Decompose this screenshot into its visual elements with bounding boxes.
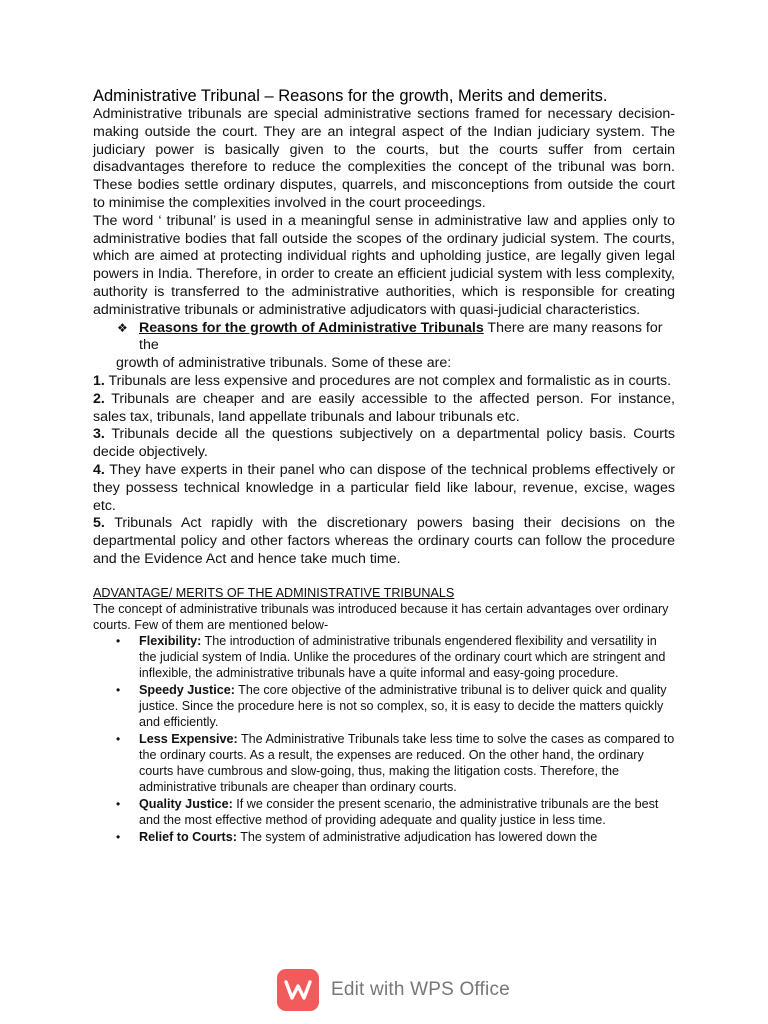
merit-item (93, 633, 675, 681)
merit-item (93, 829, 675, 845)
merit-term: Speedy Justice: (139, 682, 235, 697)
advantages-section (93, 585, 675, 845)
reason-number: 2. (93, 390, 105, 407)
bullet-icon: • (116, 829, 121, 844)
merit-text: The system of administrative adjudication has lowered down the (236, 829, 598, 844)
merit-text: The core objective of the administrative tribunal is to deliver quick and quality justice. Since the procedure here is not so complex, so, it is easy to decide the matters quickly and efficiently. (139, 682, 667, 729)
reason-number: 4. (93, 461, 105, 478)
merit-text: The Administrative Tribunals take less time to solve the cases as compared to the ordinary courts. As a result, the expenses are reduced. On the other hand, the ordinary courts have cumbrous and slow-going, thus, making the litigation costs. Therefore, the administrative tribunals are cheaper than ordinary courts. (139, 731, 675, 794)
intro-paragraph-2: The word ‘ tribunal’ is used in a meaningful sense in administrative law and applies only to administrative bodies that fall outside the scopes of the ordinary judicial system. The courts, which are aimed at protecting individual rights and upholding justice, are legally given legal powers in India. Therefore, in order to create an efficient judicial system with less complexity, authority is transferred to the administrative authorities, which is responsible for creating administrative tribunals or administrative adjudicators with quasi-judicial characteristics. (93, 212, 675, 318)
intro-paragraph-1: Administrative tribunals are special administrative sections framed for necessary decision-making outside the court. They are an integral aspect of the Indian judiciary system. The judiciary power is basically given to the courts, but the courts suffer from certain disadvantages therefore to reduce the complexities the concept of the tribunal was born. These bodies settle ordinary disputes, quarrels, and misconceptions from outside the court to minimise the complexities involved in the court proceedings. (93, 106, 675, 211)
reasons-heading-line (93, 320, 675, 356)
bullet-icon: • (116, 633, 121, 648)
bullet-icon: • (116, 731, 121, 746)
bullet-icon: • (116, 682, 121, 697)
merit-text: The introduction of administrative tribunals engendered flexibility and versatility in the judicial system of India. Unlike the procedures of the ordinary court which are stringent and inflexible, the administrative tribunals have a quite informal and easy-going procedure. (139, 633, 666, 680)
reasons-continuation: growth of administrative tribunals. Some of these are: (116, 355, 452, 372)
advantages-intro: The concept of administrative tribunals was introduced because it has certain advantages over ordinary courts. Few of them are mentioned below- (93, 601, 669, 632)
reason-text: Tribunals are less expensive and procedures are not complex and formalistic as in courts. (104, 372, 672, 389)
reason-number: 3. (93, 426, 105, 443)
wps-logo-icon (277, 969, 319, 1011)
merit-text: If we consider the present scenario, the administrative tribunals are the best and the most effective method of providing adequate and quality justice in less time. (139, 796, 659, 827)
reason-text: Tribunals Act rapidly with the discretionary powers basing their decisions on the departmental policy and other factors whereas the ordinary courts can follow the procedure and the Evidence Act and hence take much time. (93, 515, 675, 567)
reason-item (93, 391, 675, 427)
merits-list (93, 633, 675, 845)
merit-term: Quality Justice: (139, 796, 233, 811)
reasons-heading: Reasons for the growth of Administrative Tribunals (139, 319, 484, 336)
bullet-icon: • (116, 796, 121, 811)
reason-item (93, 462, 675, 515)
document-page (93, 86, 675, 846)
wps-watermark[interactable] (277, 969, 510, 1011)
reason-text: They have experts in their panel who can dispose of the technical problems effectively or they possess technical knowledge in a particular field like labour, revenue, excise, wages etc. (93, 461, 675, 514)
reasons-heading-tail: There are many reasons for the (139, 319, 663, 354)
merit-item (93, 796, 675, 828)
diamond-bullet-icon: ❖ (117, 320, 128, 335)
merit-term: Relief to Courts: (139, 829, 237, 844)
merit-item (93, 682, 675, 730)
merit-item (93, 731, 675, 795)
reason-number: 1. (93, 372, 105, 389)
reason-text: Tribunals are cheaper and are easily accessible to the affected person. For instance, sales tax, tribunals, land appellate tribunals and labour tribunals etc. (93, 390, 675, 425)
reason-item (93, 373, 675, 391)
reason-item (93, 426, 675, 462)
advantages-heading: ADVANTAGE/ MERITS OF THE ADMINISTRATIVE TRIBUNALS (93, 585, 455, 600)
reason-text: Tribunals decide all the questions subjectively on a departmental policy basis. Courts decide objectively. (93, 426, 675, 461)
reason-number: 5. (93, 515, 105, 532)
document-title: Administrative Tribunal – Reasons for the growth, Merits and demerits. (93, 87, 608, 105)
merit-term: Less Expensive: (139, 731, 238, 746)
reason-item (93, 515, 675, 568)
wps-watermark-text: Edit with WPS Office (331, 979, 510, 1000)
merit-term: Flexibility: (139, 633, 202, 648)
